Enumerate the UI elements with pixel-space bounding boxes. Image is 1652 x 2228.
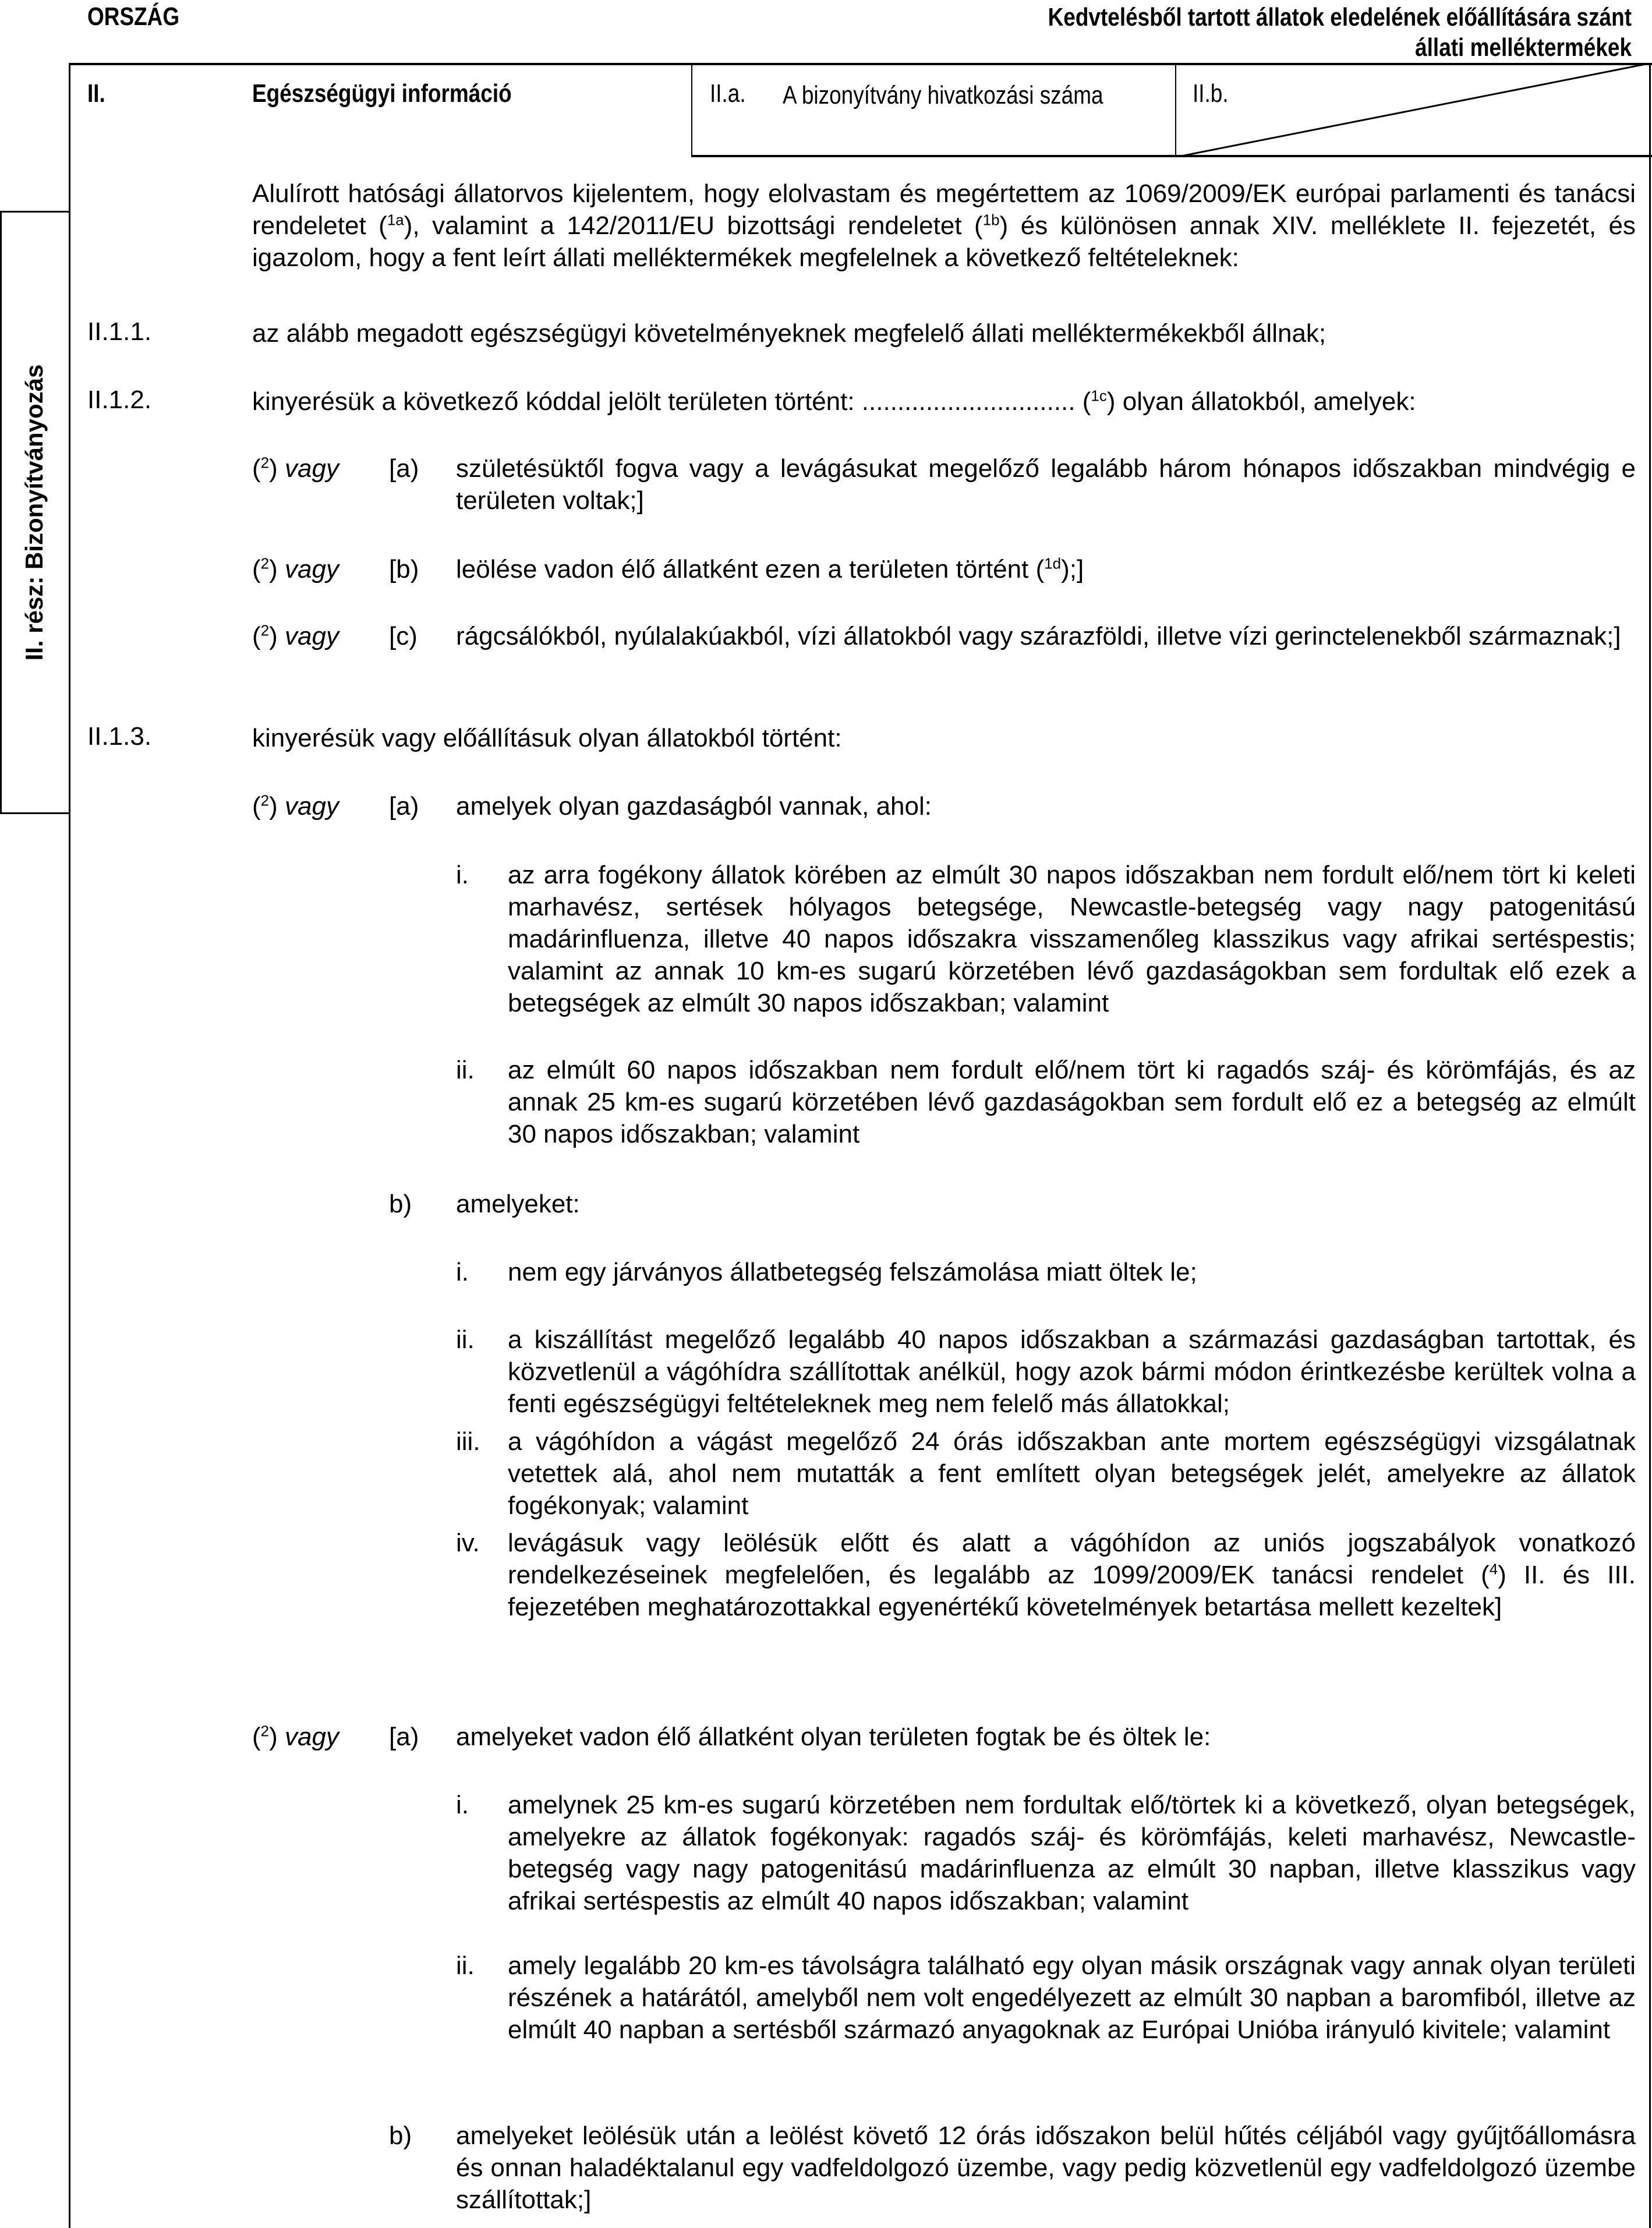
item-text-ii12: kinyerésük a következő kóddal jelölt területen történt: .............................. ($^{1c}$) olyan állatokból, amelyek: [252,387,1416,416]
iib-label: II.b. [1193,79,1229,108]
subitem-text-wild-a-ii: amely legalább 20 km-es távolságra található egy olyan másik országnak vagy annak olyan területi részének a határától, amelyből nem volt engedélyezett az elmúlt 30 napban a baromfiból, illetve az elmúlt 40 napban a sertésből származó anyagoknak az Európai Unióba irányuló kivitele; valamint [508,1951,1636,2044]
option-text-c: rágcsálókból, nyúlalakúakból, vízi állatokból vagy szárazföldi, illetve vízi gerinctelenekből származnak;] [456,622,1621,650]
option-text-farm-a: amelyek olyan gazdaságból vannak, ahol: [456,792,932,821]
option-text-b: leölése vadon élő állatként ezen a területen történt ($^{1d}$);] [456,554,1084,583]
subitem-text-farm-b-iii: a vágóhídon a vágást megelőző 24 órás időszakban ante mortem egészségügyi vizsgálatnak vetettek alá, ahol nem mutatták a fent említett olyan betegségek jelét, amelyekre az állatok fogékonyak; valamint [508,1427,1636,1520]
certificate-title [816,2,1632,63]
certificate-title-line2: állati melléktermékek [1415,33,1632,62]
subitem-text-farm-b-ii: a kiszállítást megelőző legalább 40 napos időszakban a származási gazdaságban tartottak, és közvetlenül a vágóhídra szállítottak anélkül, hogy azok bármi módon érintkezésbe kerültek volna a fenti egészségügyi feltételeknek meg nem felelő más állatokkal; [508,1325,1636,1418]
option-label-wild-a: [a) [389,1723,419,1751]
option-marker: ($^2$) vagy [252,554,339,583]
country-heading: ORSZÁG [87,2,180,31]
ref-number-text: A bizonyítvány hivatkozási száma [783,81,1103,109]
option-text-wild-b: amelyeket leölésük után a leölést követő 12 órás időszakon belül hűtés céljából vagy gyűjtőállomásra és onnan haladéktalanul egy vadfeldolgozó üzembe, vagy pedig közvetlenül egy vadfeldolgozó üzembe szállítottak;] [456,2121,1636,2214]
iib-diagonal-strike [1175,63,1652,157]
option-label-wild-b: b) [389,2121,412,2150]
option-label-c: [c) [389,622,418,650]
option-label-a: [a) [389,454,419,483]
option-text-farm-b: amelyeket: [456,1190,580,1218]
option-label-farm-b: b) [389,1190,412,1218]
subitem-text-farm-a-i: az arra fogékony állatok körében az elmúlt 30 napos időszakban nem fordult elő/nem tört ki keleti marhavész, sertések hólyagos betegsége, Newcastle-betegség vagy nagy patogenitású madárinfluenza, illetve 40 napos időszakra visszamenőleg klasszikus vagy afrikai sertéspestis; valamint az annak 10 km-es sugarú körzetében lévő gazdaságokban sem fordultak elő ezek a betegségek az elmúlt 30 napos időszakban; valamint [508,861,1636,1017]
subitem-label: i. [456,861,469,889]
option-marker: ($^2$) vagy [252,621,339,650]
table-right-border [1649,63,1651,2228]
subitem-text-wild-a-i: amelynek 25 km-es sugarú körzetében nem fordultak elő/törtek ki a következő, olyan betegségek, amelyekre az állatok fogékonyak: ragadós száj- és körömfájás, keleti marhavész, Newcastle-betegség vagy nagy patogenitású madárinfluenza az elmúlt 30 napban, illetve klasszikus vagy afrikai sertéspestis az elmúlt 40 napos időszakban; valamint [508,1791,1636,1915]
option-marker: ($^2$) vagy [252,1722,339,1751]
subitem-text-farm-b-iv: levágásuk vagy leölésük előtt és alatt a vágóhídon az uniós jogszabályok vonatkozó rendelkezéseinek megfelelően, és legalább az 1099/2009/EK tanácsi rendelet ($^4$) II. és III. fejezetében meghatározottakkal egyenértékű követelmények betartása mellett kezeltek] [508,1529,1636,1621]
option-marker: ($^2$) vagy [252,454,339,483]
option-marker: ($^2$) vagy [252,791,339,821]
subitem-label: iv. [456,1529,480,1557]
option-label-farm-a: [a) [389,792,419,821]
subitem-label: iii. [456,1427,480,1456]
item-text-ii13: kinyerésük vagy előállításuk olyan állatokból történt: [252,724,842,752]
side-label: II. rész: Bizonyítványozás [20,364,48,661]
section-title: Egészségügyi információ [252,79,512,108]
subitem-label: ii. [456,1325,475,1354]
item-number-ii12: II.1.2. [87,386,152,414]
section-number: II. [87,79,105,108]
item-number-ii11: II.1.1. [87,317,152,346]
option-text-wild-a: amelyeket vadon élő állatként olyan területen fogtak be és öltek le: [456,1723,1211,1751]
option-text-a: születésüktől fogva vagy a levágásukat megelőző legalább három hónapos időszakban mindvégig e területen voltak;] [456,454,1636,515]
certificate-title-line1: Kedvtelésből tartott állatok eledelének előállítására szánt [1048,3,1632,31]
subitem-text-farm-b-i: nem egy járványos állatbetegség felszámolása miatt öltek le; [508,1258,1197,1286]
subitem-text-farm-a-ii: az elmúlt 60 napos időszakban nem fordult elő/nem tört ki ragadós száj- és körömfájás, és az annak 25 km-es sugarú körzetében lévő gazdaságokban sem fordult elő ez a betegség az elmúlt 30 napos időszakban; valamint [508,1056,1636,1148]
item-text-ii11: az alább megadott egészségügyi követelményeknek megfelelő állati melléktermékekből állnak; [252,319,1326,348]
table-left-border [69,63,70,2228]
subitem-label: ii. [456,1056,475,1084]
item-number-ii13: II.1.3. [87,722,152,751]
intro-paragraph: Alulírott hatósági állatorvos kijelentem, hogy elolvastam és megértettem az 1069/2009/EK európai parlamenti és tanácsi rendeletet ($^{1a}$), valamint a 142/2011/EU bizottsági rendeletet ($^{1b}$) és különösen annak XIV. melléklete II. fejezetét, és igazolom, hogy a fent leírt állati melléktermékek megfelelnek a következő feltételeknek: [252,179,1636,272]
subitem-label: ii. [456,1951,475,1980]
subitem-label: i. [456,1791,469,1819]
cell-iia-left-border [691,63,692,157]
ref-number-label: II.a. [710,79,746,108]
subitem-label: i. [456,1258,469,1286]
option-label-b: [b) [389,555,419,583]
